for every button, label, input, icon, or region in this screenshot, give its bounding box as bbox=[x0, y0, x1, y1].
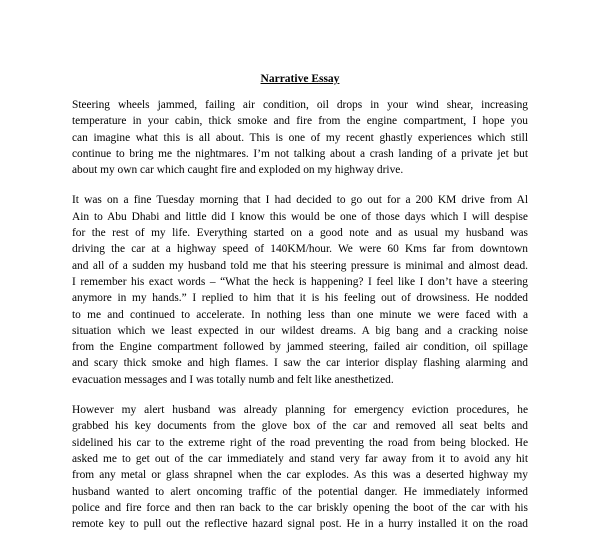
text-line: Ain to Abu Dhabi and little did I know this would be one of those days which I will despise bbox=[72, 210, 528, 223]
text-line: grabbed his key documents from the glove box of the car and removed all seat belts and bbox=[72, 420, 528, 433]
text-line: about my own car which caught fire and exploded on my highway drive. bbox=[72, 164, 404, 177]
text-line: asked me to get out of the car immediately and stand very far away from it to avoid any hit bbox=[72, 452, 528, 465]
text-line: from any metal or glass shrapnel when the car explodes. As this was a deserted highway my bbox=[72, 469, 528, 482]
text-line: driving the car at a highway speed of 140KM/hour. We were 60 Kms far from downtown bbox=[72, 243, 528, 256]
essay-paragraph bbox=[72, 402, 528, 532]
text-line: However my alert husband was already planning for emergency eviction procedures, he bbox=[72, 404, 528, 417]
text-line: remote key to pull out the reflective hazard signal post. He in a hurry installed it on the road bbox=[72, 518, 528, 531]
text-line: It was on a fine Tuesday morning that I had decided to go out for a 200 KM drive from Al bbox=[72, 194, 528, 207]
text-line: sidelined his car to the extreme right of the road preventing the road from being blocked. He bbox=[72, 436, 528, 449]
text-line: from the Engine compartment followed by jammed steering, failed air condition, oil spillage bbox=[72, 341, 528, 354]
text-line: continue to bring me the nightmares. I’m not talking about a crash landing of a private jet but bbox=[72, 147, 528, 160]
text-line: for the rest of my life. Everything started on a good note and as usual my husband was bbox=[72, 227, 528, 240]
text-line: temperature in your cabin, thick smoke and fire from the engine compartment, I hope you bbox=[72, 115, 528, 128]
essay-paragraph bbox=[72, 97, 528, 178]
essay-paragraph bbox=[72, 192, 528, 388]
text-line: evacuation messages and I was totally numb and felt like anesthetized. bbox=[72, 373, 394, 386]
text-line: husband wanted to alert oncoming traffic of the potential danger. He immediately informed bbox=[72, 485, 528, 498]
text-line: situation which we least expected in our wildest dreams. A big bang and a cracking noise bbox=[72, 324, 528, 337]
text-line: can imagine what this is all about. This is one of my recent ghastly experiences which still bbox=[72, 131, 528, 144]
text-line: police and fire force and then ran back to the car briskly opening the boot of the car with his bbox=[72, 501, 528, 514]
essay-title: Narrative Essay bbox=[260, 73, 340, 85]
text-line: I remember his exact words – “What the heck is happening? I feel like I don’t have a steering bbox=[72, 275, 528, 288]
text-line: to me and continued to accelerate. In nothing less than one minute we were faced with a bbox=[72, 308, 528, 321]
text-line: and scary thick smoke and high flames. I saw the car interior display flashing alarming and bbox=[72, 357, 528, 370]
text-line: Steering wheels jammed, failing air condition, oil drops in your wind shear, increasing bbox=[72, 99, 528, 111]
text-line: and all of a sudden my husband told me that his steering pressure is minimal and almost dead. bbox=[72, 259, 528, 272]
text-line: anymore in my hands.” I replied to him that it is his feeling out of drowsiness. He nodded bbox=[72, 292, 528, 305]
essay-body bbox=[72, 97, 528, 546]
